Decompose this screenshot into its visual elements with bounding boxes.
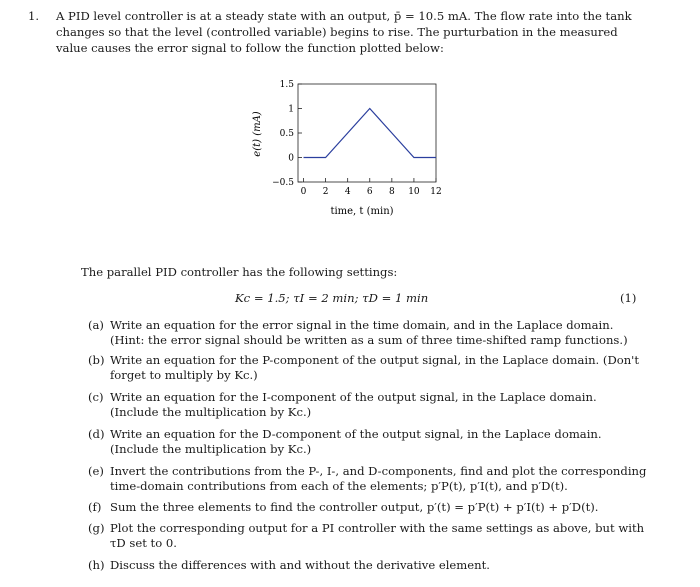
task-text: Write an equation for the I-component of the output signal, in the Laplace domain. (Include the multiplication by Kc.): [110, 390, 597, 419]
x-tick-label: 8: [388, 187, 395, 197]
error-signal-chart: [240, 72, 450, 217]
task-label: (e): [88, 464, 104, 478]
error-signal-line: [304, 109, 436, 158]
y-tick-label: −0.5: [272, 178, 294, 188]
chart-ticks: [272, 80, 442, 197]
task-label: (a): [88, 318, 104, 332]
x-tick-label: 12: [430, 187, 442, 197]
x-tick-label: 10: [408, 187, 420, 197]
task-label: (f): [88, 500, 102, 514]
x-tick-label: 0: [300, 187, 307, 197]
task-label: (g): [88, 521, 105, 535]
task-item: [88, 500, 648, 515]
problem-statement: [28, 8, 646, 56]
task-item: [88, 521, 648, 551]
task-text: Sum the three elements to find the controller output, p′(t) = p′P(t) + p′I(t) + p′D(t).: [110, 500, 599, 514]
x-axis-label: time, t (min): [330, 206, 394, 217]
task-text: Plot the corresponding output for a PI controller with the same settings as above, but with τD set to 0.: [110, 521, 645, 550]
y-tick-label: 1.5: [279, 80, 294, 90]
chart-axes: [298, 84, 436, 182]
task-text: Write an equation for the P-component of the output signal, in the Laplace domain. (Don't forget to multiply by Kc.): [110, 353, 640, 382]
task-item: [88, 558, 648, 573]
problem-text: A PID level controller is at a steady state with an output, p̄ = 10.5 mA. The flow rate into the tank changes so that the level (controlled variable) begins to rise. The purturbation in the measured value causes the error signal to follow the function plotted below:: [56, 9, 632, 55]
task-item: [88, 390, 648, 420]
task-label: (b): [88, 353, 105, 367]
settings-equation: Kc = 1.5; τI = 2 min; τD = 1 min: [235, 291, 429, 305]
equation-number: (1): [620, 291, 637, 305]
task-text: Discuss the differences with and without the derivative element.: [110, 558, 490, 572]
y-tick-label: 0.5: [279, 129, 294, 139]
settings-intro: The parallel PID controller has the following settings:: [81, 265, 398, 279]
y-tick-label: 0: [288, 153, 294, 164]
task-item: [88, 427, 648, 457]
task-text: Write an equation for the error signal in the time domain, and in the Laplace domain. (Hint: the error signal should be written as a sum of three time-shifted ramp functions.): [110, 318, 628, 347]
y-tick-label: 1: [288, 104, 294, 115]
x-tick-label: 4: [344, 187, 351, 197]
task-text: Write an equation for the D-component of the output signal, in the Laplace domain. (Include the multiplication by Kc.): [110, 427, 602, 456]
task-item: [88, 464, 648, 494]
x-tick-label: 2: [322, 187, 329, 197]
task-label: (d): [88, 427, 105, 441]
y-axis-label: e(t) (mA): [252, 111, 263, 157]
task-item: [88, 318, 648, 348]
task-item: [88, 353, 648, 383]
x-tick-label: 6: [366, 187, 373, 197]
task-label: (h): [88, 558, 105, 572]
plot-frame: [298, 84, 436, 182]
task-label: (c): [88, 390, 104, 404]
task-text: Invert the contributions from the P-, I-, and D-components, find and plot the corresponding time-domain contributions from each of the elements; p′P(t), p′I(t), and p′D(t).: [110, 464, 647, 493]
problem-number: 1.: [28, 9, 40, 23]
